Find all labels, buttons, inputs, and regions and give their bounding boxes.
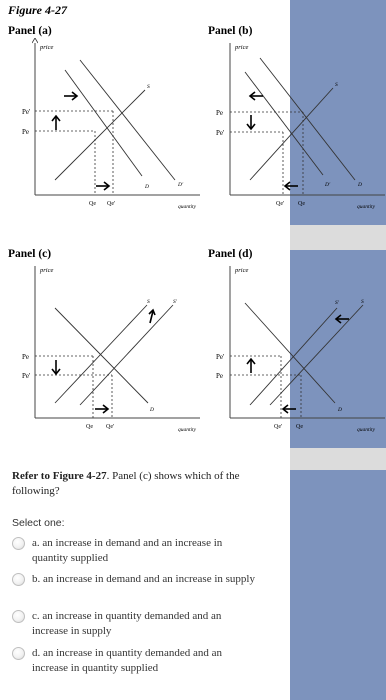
answer-option-d[interactable] bbox=[12, 646, 274, 680]
curve-label-d: D bbox=[145, 184, 149, 190]
arrow-down-icon bbox=[247, 115, 255, 129]
y-axis-label: price bbox=[235, 44, 249, 51]
arrow-right-icon bbox=[96, 182, 109, 190]
answer-option-a-label: a. an increase in demand and an increase in quantity supplied bbox=[32, 537, 223, 564]
qty-label: Qe' bbox=[107, 201, 116, 207]
panel-b-graph bbox=[215, 40, 386, 215]
curve-label-s: S bbox=[335, 82, 338, 88]
price-label: Pe' bbox=[22, 372, 31, 380]
qty-label: Qe' bbox=[106, 424, 115, 430]
arrow-up-icon bbox=[52, 116, 60, 130]
demand-curve bbox=[65, 70, 142, 176]
panel-d-graph bbox=[215, 263, 386, 438]
answer-option-d-label: d. an increase in quantity demanded and an increase in quantity supplied bbox=[32, 647, 222, 674]
curve-label-s: S bbox=[147, 299, 150, 305]
x-axis-label: quantity bbox=[178, 204, 197, 210]
arrow-right-icon bbox=[64, 92, 77, 100]
radio-button-b[interactable] bbox=[12, 573, 25, 586]
question-text bbox=[12, 469, 274, 499]
arrow-left-icon bbox=[283, 405, 296, 413]
answer-option-c-label: c. an increase in quantity demanded and an increase in supply bbox=[32, 610, 222, 637]
qty-label: Qe bbox=[296, 424, 303, 430]
arrow-diagonal-icon bbox=[149, 310, 155, 323]
supply-curve bbox=[55, 90, 145, 180]
demand-curve-shifted bbox=[80, 60, 175, 180]
supply-curve-shifted bbox=[80, 305, 173, 405]
x-axis-label: quantity bbox=[357, 204, 376, 210]
qty-label: Qe' bbox=[274, 424, 283, 430]
curve-label-s: S bbox=[361, 299, 364, 305]
select-one-label: Select one: bbox=[12, 517, 65, 529]
answer-option-c[interactable] bbox=[12, 609, 274, 643]
demand-curve bbox=[245, 303, 335, 403]
y-axis-label: price bbox=[40, 267, 54, 274]
panel-a-graph bbox=[20, 40, 205, 215]
curve-label-d: D bbox=[150, 407, 154, 413]
price-label: Pe bbox=[216, 109, 223, 117]
panel-c-label: Panel (c) bbox=[8, 248, 52, 260]
price-label: Pe' bbox=[216, 353, 225, 361]
price-label: Pe bbox=[22, 128, 29, 136]
curve-label-s: S bbox=[147, 84, 150, 90]
panel-a-label: Panel (a) bbox=[8, 25, 52, 37]
answer-option-b-label: b. an increase in demand and an increase in supply bbox=[32, 573, 255, 585]
panel-c-graph bbox=[20, 263, 205, 438]
answer-option-b[interactable] bbox=[12, 572, 274, 606]
side-panel-band bbox=[290, 225, 386, 250]
question-figure-ref: Refer to Figure 4-27 bbox=[12, 470, 107, 482]
radio-button-d[interactable] bbox=[12, 647, 25, 660]
curve-label-s-prime: S' bbox=[173, 299, 177, 305]
qty-label: Qe bbox=[89, 201, 96, 207]
panel-d-label: Panel (d) bbox=[208, 248, 253, 260]
arrow-down-icon bbox=[52, 360, 60, 374]
arrow-up-icon bbox=[247, 359, 255, 373]
curve-label-d: D bbox=[338, 407, 342, 413]
x-axis-label: quantity bbox=[357, 427, 376, 433]
curve-label-d-prime: D' bbox=[325, 182, 331, 188]
qty-label: Qe bbox=[298, 201, 305, 207]
supply-curve bbox=[270, 305, 363, 405]
y-axis-label: price bbox=[40, 44, 54, 51]
x-axis-label: quantity bbox=[178, 427, 197, 433]
question-body: . Panel (c) shows which of the following? bbox=[12, 470, 240, 497]
curve-label-d: D bbox=[358, 182, 362, 188]
answer-option-a[interactable] bbox=[12, 536, 274, 570]
curve-label-s-prime: S' bbox=[335, 300, 339, 306]
arrow-right-icon bbox=[95, 405, 108, 413]
y-axis-label: price bbox=[235, 267, 249, 274]
curve-label-d-prime: D' bbox=[178, 182, 184, 188]
qty-label: Qe bbox=[86, 424, 93, 430]
radio-button-a[interactable] bbox=[12, 537, 25, 550]
price-label: Pe' bbox=[22, 108, 31, 116]
qty-label: Qe' bbox=[276, 201, 285, 207]
demand-curve bbox=[260, 58, 355, 180]
radio-button-c[interactable] bbox=[12, 610, 25, 623]
panel-b-label: Panel (b) bbox=[208, 25, 253, 37]
price-label: Pe bbox=[22, 353, 29, 361]
price-label: Pe bbox=[216, 372, 223, 380]
arrow-left-icon bbox=[285, 182, 298, 190]
side-panel-band bbox=[290, 448, 386, 470]
figure-title: Figure 4-27 bbox=[8, 3, 68, 17]
price-label: Pe' bbox=[216, 129, 225, 137]
